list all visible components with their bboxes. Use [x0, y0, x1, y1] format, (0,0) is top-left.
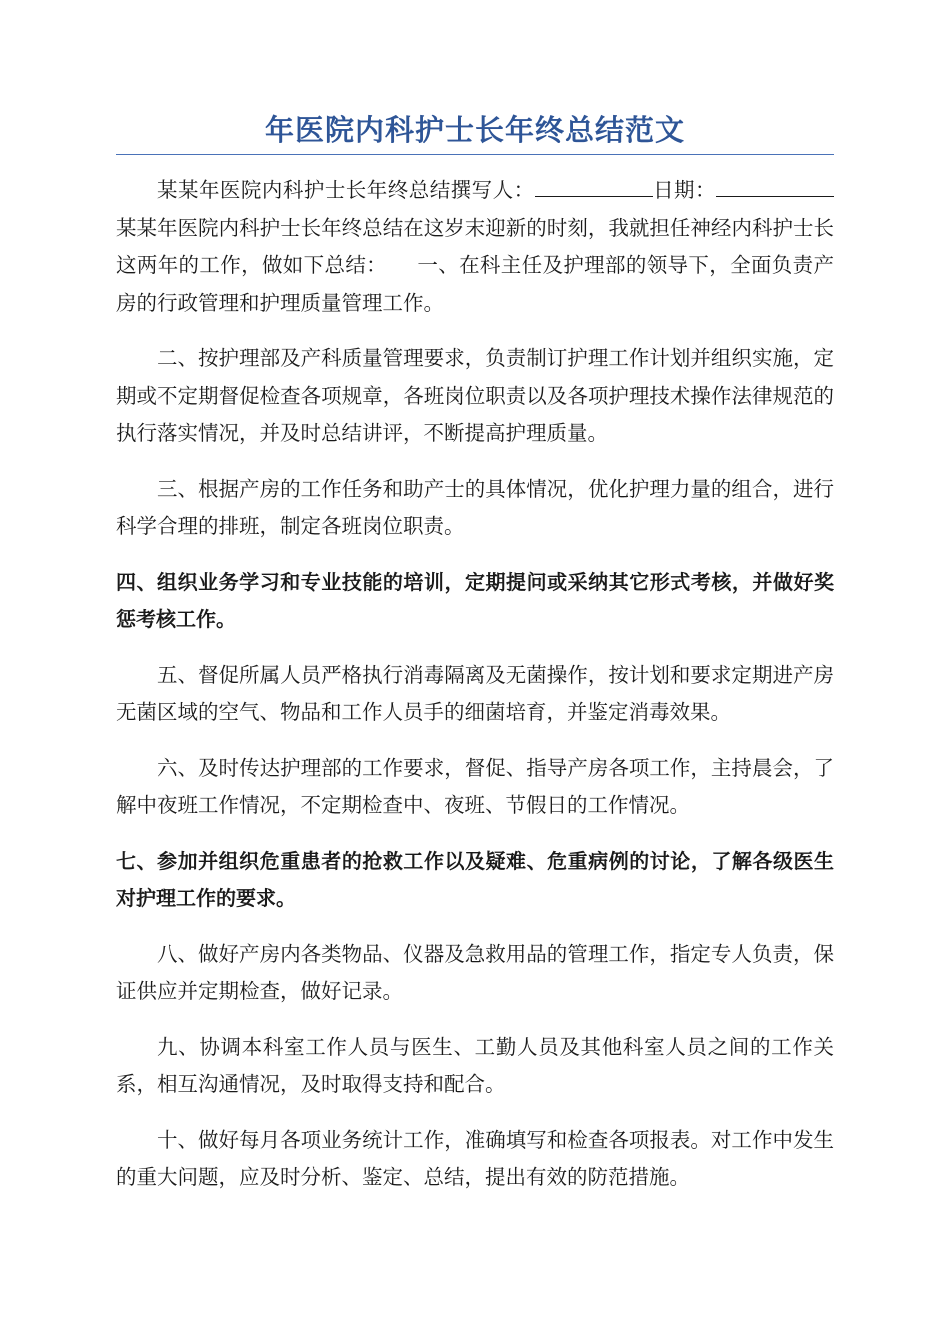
- paragraph-item-8: 八、做好产房内各类物品、仪器及急救用品的管理工作，指定专人负责，保证供应并定期检查，做好记录。: [116, 941, 834, 1003]
- date-blank-line: [716, 174, 834, 197]
- author-blank-line: [535, 174, 653, 197]
- paragraph-item-4: 四、组织业务学习和专业技能的培训，定期提问或采纳其它形式考核，并做好奖惩考核工作。: [116, 569, 834, 631]
- paragraph-item-7: 七、参加并组织危重患者的抢救工作以及疑难、危重病例的讨论，了解各级医生对护理工作的要求。: [116, 848, 834, 910]
- intro-author-label: 某某年医院内科护士长年终总结撰写人：: [157, 178, 535, 202]
- paragraph-item-9: 九、协调本科室工作人员与医生、工勤人员及其他科室人员之间的工作关系，相互沟通情况，及时取得支持和配合。: [116, 1034, 834, 1096]
- document-title: 年医院内科护士长年终总结范文: [116, 108, 834, 155]
- paragraph-item-6: 六、及时传达护理部的工作要求，督促、指导产房各项工作，主持晨会，了解中夜班工作情况，不定期检查中、夜班、节假日的工作情况。: [116, 755, 834, 817]
- document-page: [116, 108, 834, 1215]
- paragraph-item-3: 三、根据产房的工作任务和助产士的具体情况，优化护理力量的组合，进行科学合理的排班，制定各班岗位职责。: [116, 476, 834, 538]
- paragraph-item-5: 五、督促所属人员严格执行消毒隔离及无菌操作，按计划和要求定期进产房无菌区域的空气、物品和工作人员手的细菌培育，并鉴定消毒效果。: [116, 662, 834, 724]
- intro-date-label: 日期：: [652, 178, 717, 202]
- paragraph-item-10: 十、做好每月各项业务统计工作，准确填写和检查各项报表。对工作中发生的重大问题，应及时分析、鉴定、总结，提出有效的防范措施。: [116, 1127, 834, 1189]
- paragraph-item-2: 二、按护理部及产科质量管理要求，负责制订护理工作计划并组织实施，定期或不定期督促检查各项规章，各班岗位职责以及各项护理技术操作法律规范的执行落实情况，并及时总结讲评，不断提高护理质量。: [116, 346, 834, 445]
- intro-item-one: 一、在科主任及护理部的领导下，全面负责产房的行政管理和护理质量管理工作。: [116, 253, 834, 315]
- intro-paragraph: [116, 172, 834, 322]
- intro-summary-text: 某某年医院内科护士长年终总结在这岁末迎新的时刻，我就担任神经内科护士长这两年的工作，做如下总结：: [116, 215, 834, 277]
